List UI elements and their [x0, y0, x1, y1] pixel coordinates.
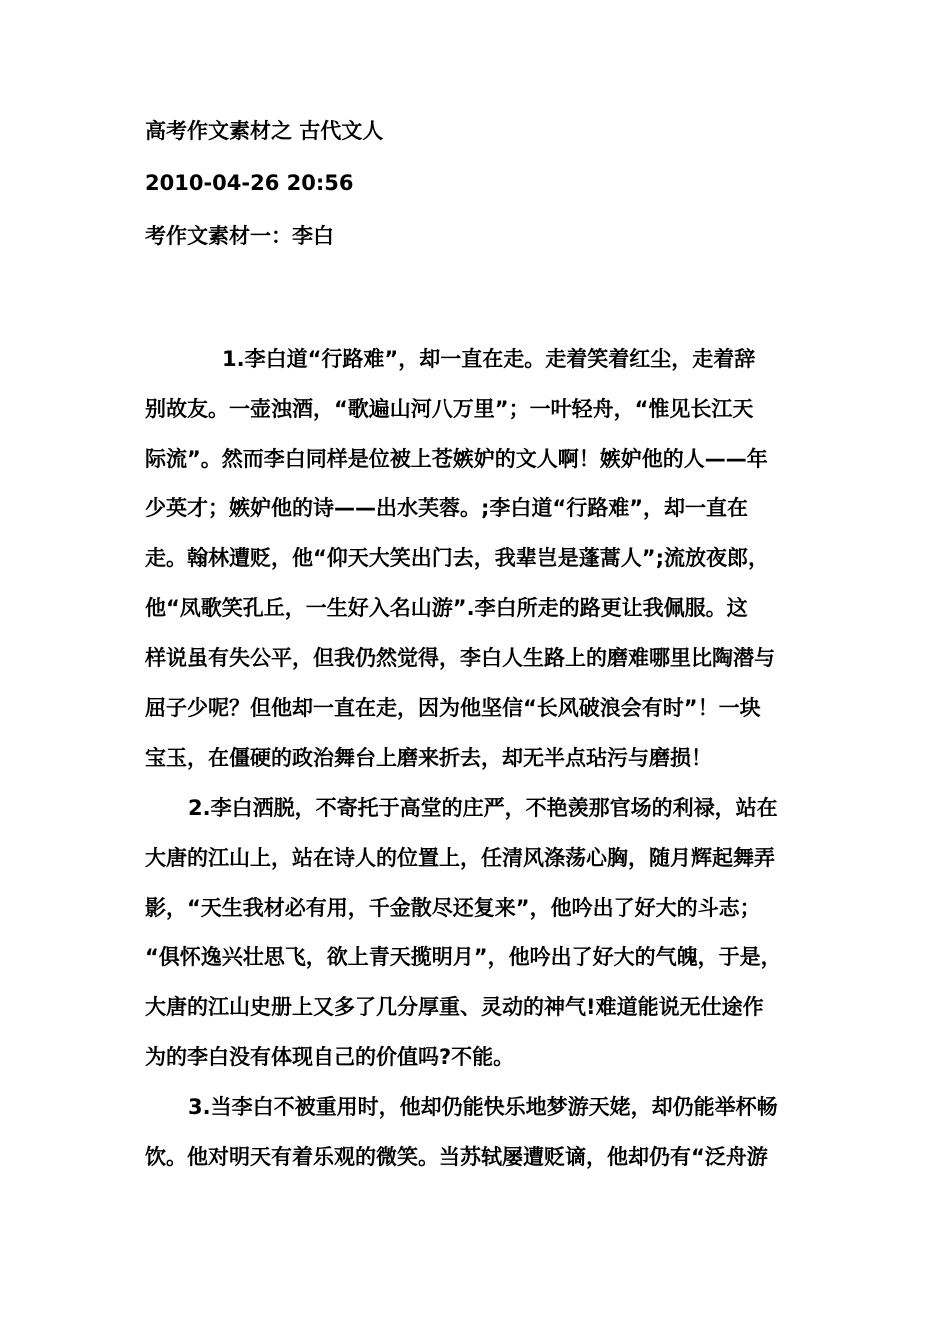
paragraph-line: 他“凤歌笑孔丘，一生好入名山游”.李白所走的路更让我佩服。这 — [145, 596, 748, 620]
paragraph-line: 际流”。然而李白同样是位被上苍嫉妒的文人啊！嫉妒他的人——年 — [145, 447, 768, 471]
paragraph-line: 屈子少呢？但他却一直在走，因为他坚信“长风破浪会有时”！一块 — [145, 696, 761, 720]
paragraph-line: 走。翰林遭贬，他“仰天大笑出门去，我辈岂是蓬蒿人”;流放夜郎， — [145, 546, 769, 570]
paragraph-line: 2.李白洒脱，不寄托于高堂的庄严，不艳羡那官场的利禄，站在 — [188, 796, 778, 820]
paragraph-line: 影，“天生我材必有用，千金散尽还复来”，他吟出了好大的斗志； — [145, 896, 761, 920]
paragraph-line: 3.当李白不被重用时，他却仍能快乐地梦游天姥，却仍能举杯畅 — [188, 1095, 778, 1119]
paragraph-line: 样说虽有失公平，但我仍然觉得，李白人生路上的磨难哪里比陶潜与 — [145, 646, 775, 670]
paragraph-line: 为的李白没有体现自己的价值吗?不能。 — [145, 1045, 515, 1069]
paragraph-line: 宝玉，在僵硬的政治舞台上磨来折去，却无半点玷污与磨损！ — [145, 746, 712, 770]
document-title: 高考作文素材之 古代文人 — [145, 119, 384, 143]
paragraph-line: 饮。他对明天有着乐观的微笑。当苏轼屡遭贬谪，他却仍有“泛舟游 — [145, 1145, 768, 1169]
section-title: 考作文素材一：李白 — [145, 224, 334, 248]
paragraph-line: “俱怀逸兴壮思飞，欲上青天揽明月”，他吟出了好大的气魄，于是， — [145, 945, 782, 969]
document-date: 2010-04-26 20:56 — [145, 171, 354, 195]
paragraph-line: 少英才；嫉妒他的诗——出水芙蓉。;李白道“行路难”，却一直在 — [145, 496, 748, 520]
paragraph-line: 大唐的江山史册上又多了几分厚重、灵动的神气!难道能说无仕途作 — [145, 995, 764, 1019]
paragraph-line: 别故友。一壶浊酒，“歌遍山河八万里”；一叶轻舟，“惟见长江天 — [145, 397, 754, 421]
paragraph-line: 大唐的江山上，站在诗人的位置上，任清风涤荡心胸，随月辉起舞弄 — [145, 846, 775, 870]
paragraph-line: 1.李白道“行路难”，却一直在走。走着笑着红尘，走着辞 — [222, 347, 756, 371]
